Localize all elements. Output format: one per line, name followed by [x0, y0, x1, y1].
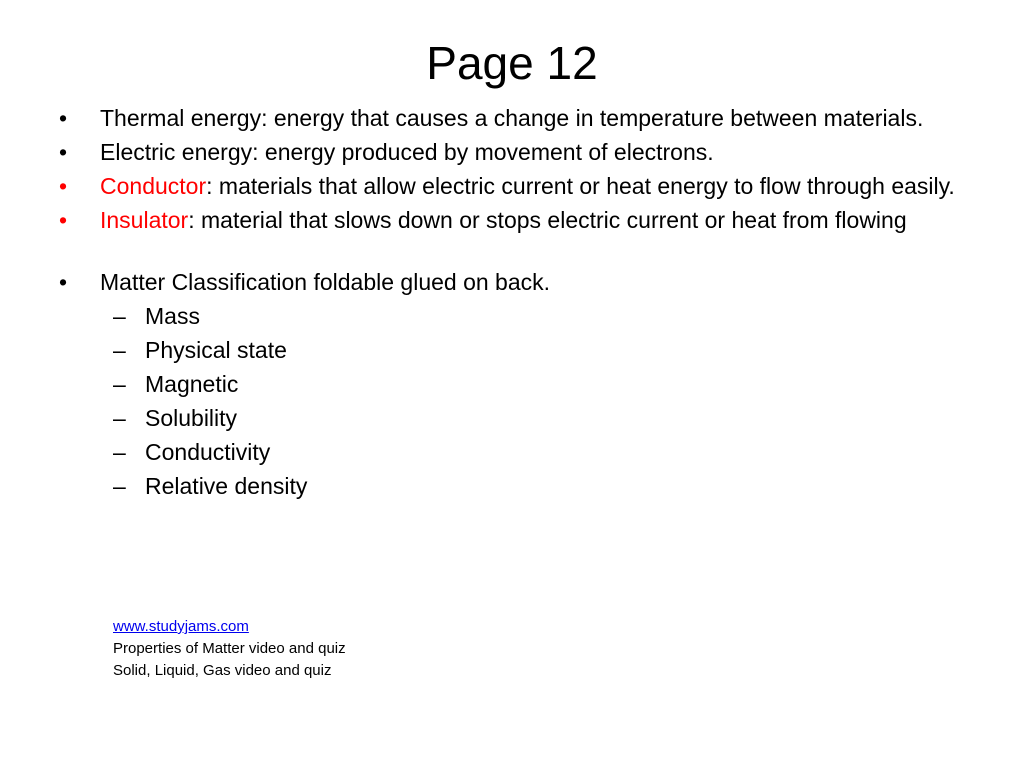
bullet-text: : materials that allow electric current or heat energy to flow through easily.	[206, 173, 955, 199]
sub-item-text: Mass	[145, 303, 200, 329]
bullet-list	[55, 104, 975, 506]
bullet-marker: •	[59, 269, 68, 295]
sub-item-solubility	[55, 404, 975, 432]
term-insulator: Insulator	[100, 207, 189, 233]
sub-item-magnetic	[55, 370, 975, 398]
bullet-insulator	[55, 206, 975, 234]
dash-marker: –	[113, 473, 126, 499]
dash-marker: –	[113, 303, 126, 329]
bullet-thermal-energy	[55, 104, 975, 132]
term-conductor: Conductor	[100, 173, 207, 199]
bullet-text: Electric energy: energy produced by movement of electrons.	[100, 139, 714, 165]
bullet-text: : material that slows down or stops electric current or heat from flowing	[188, 207, 907, 233]
bullet-marker: •	[59, 139, 68, 165]
sub-item-text: Relative density	[145, 473, 308, 499]
resource-line-states: Solid, Liquid, Gas video and quiz	[113, 662, 332, 679]
sub-item-text: Magnetic	[145, 371, 239, 397]
sub-item-text: Solubility	[145, 405, 238, 431]
bullet-electric-energy	[55, 138, 975, 166]
resource-line-properties: Properties of Matter video and quiz	[113, 640, 346, 657]
bullet-text: Matter Classification foldable glued on back.	[100, 269, 551, 295]
bullet-matter-classification	[55, 268, 975, 296]
bullet-conductor	[55, 172, 975, 200]
bullet-text: Thermal energy: energy that causes a change in temperature between materials.	[100, 105, 924, 131]
resource-links	[113, 616, 346, 682]
slide-title: Page 12	[426, 37, 598, 89]
dash-marker: –	[113, 337, 126, 363]
bullet-marker: •	[59, 207, 68, 233]
sub-item-mass	[55, 302, 975, 330]
sub-item-text: Physical state	[145, 337, 287, 363]
dash-marker: –	[113, 371, 126, 397]
sub-item-physical-state	[55, 336, 975, 364]
dash-marker: –	[113, 405, 126, 431]
sub-item-conductivity	[55, 438, 975, 466]
sub-item-text: Conductivity	[145, 439, 271, 465]
spacer	[55, 240, 975, 268]
studyjams-link[interactable]: www.studyjams.com	[113, 618, 249, 635]
dash-marker: –	[113, 439, 126, 465]
bullet-marker: •	[59, 173, 68, 199]
bullet-marker: •	[59, 105, 68, 131]
sub-item-relative-density	[55, 472, 975, 500]
